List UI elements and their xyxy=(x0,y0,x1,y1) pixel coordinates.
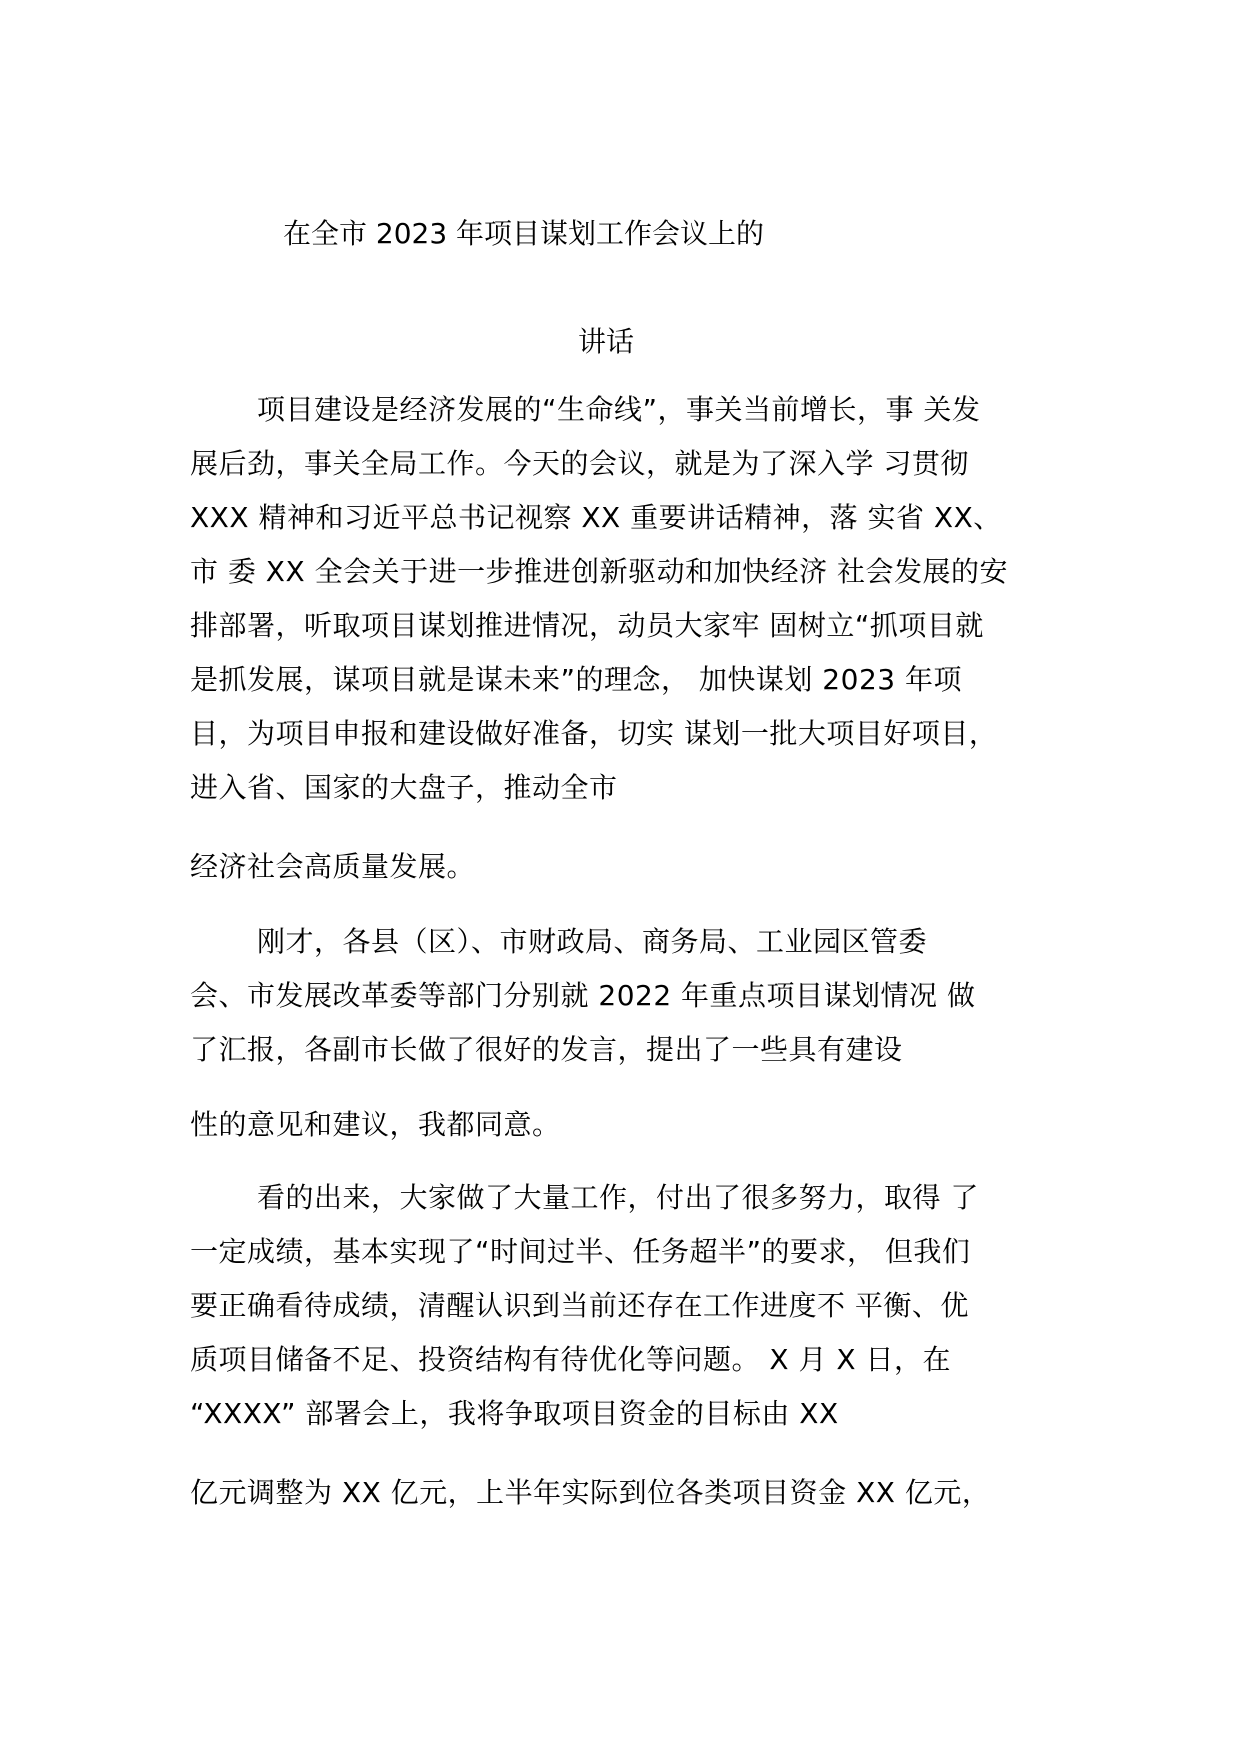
paragraph-2-line-2: 会、市发展改革委等部门分别就 2022 年重点项目谋划情况 做 xyxy=(190,979,976,1012)
paragraph-2-line-1: 刚才，各县（区）、市财政局、商务局、工业园区管委 xyxy=(257,925,928,958)
document-title-line-2: 讲话 xyxy=(578,325,635,358)
paragraph-2-line-3: 了汇报，各副市长做了很好的发言，提出了一些具有建设 xyxy=(190,1033,903,1066)
paragraph-1-line-1: 项目建设是经济发展的“生命线”，事关当前增长，事 关发 xyxy=(257,393,981,426)
paragraph-1-line-6: 是抓发展，谋项目就是谋未来”的理念， 加快谋划 2023 年项 xyxy=(190,663,962,696)
paragraph-1-line-9: 经济社会高质量发展。 xyxy=(190,850,476,883)
paragraph-3-line-3: 要正确看待成绩，清醒认识到当前还存在工作进度不 平衡、优 xyxy=(190,1289,969,1322)
paragraph-1-line-8: 进入省、国家的大盘子，推动全市 xyxy=(190,771,618,804)
paragraph-1-line-5: 排部署，听取项目谋划推进情况，动员大家牢 固树立“抓项目就 xyxy=(190,609,984,642)
paragraph-3-line-6: 亿元调整为 XX 亿元，上半年实际到位各类项目资金 XX 亿元， xyxy=(190,1476,991,1509)
paragraph-1-line-3: XXX 精神和习近平总书记视察 XX 重要讲话精神，落 实省 XX、 xyxy=(190,501,1002,534)
paragraph-1-line-2: 展后劲，事关全局工作。今天的会议，就是为了深入学 习贯彻 xyxy=(190,447,969,480)
paragraph-3-line-2: 一定成绩，基本实现了“时间过半、任务超半”的要求， 但我们 xyxy=(190,1235,971,1268)
document-title-line-1: 在全市 2023 年项目谋划工作会议上的 xyxy=(283,217,765,250)
paragraph-3-line-4: 质项目储备不足、投资结构有待优化等问题。 X 月 X 日，在 xyxy=(190,1343,951,1376)
paragraph-1-line-7: 目，为项目申报和建设做好准备，切实 谋划一批大项目好项目， xyxy=(190,717,998,750)
paragraph-3-line-1: 看的出来，大家做了大量工作，付出了很多努力，取得 了 xyxy=(257,1181,979,1214)
paragraph-3-line-5: “XXXX” 部署会上，我将争取项目资金的目标由 XX xyxy=(190,1397,839,1430)
paragraph-1-line-4: 市 委 XX 全会关于进一步推进创新驱动和加快经济 社会发展的安 xyxy=(190,555,1008,588)
paragraph-2-line-4: 性的意见和建议，我都同意。 xyxy=(190,1108,561,1141)
